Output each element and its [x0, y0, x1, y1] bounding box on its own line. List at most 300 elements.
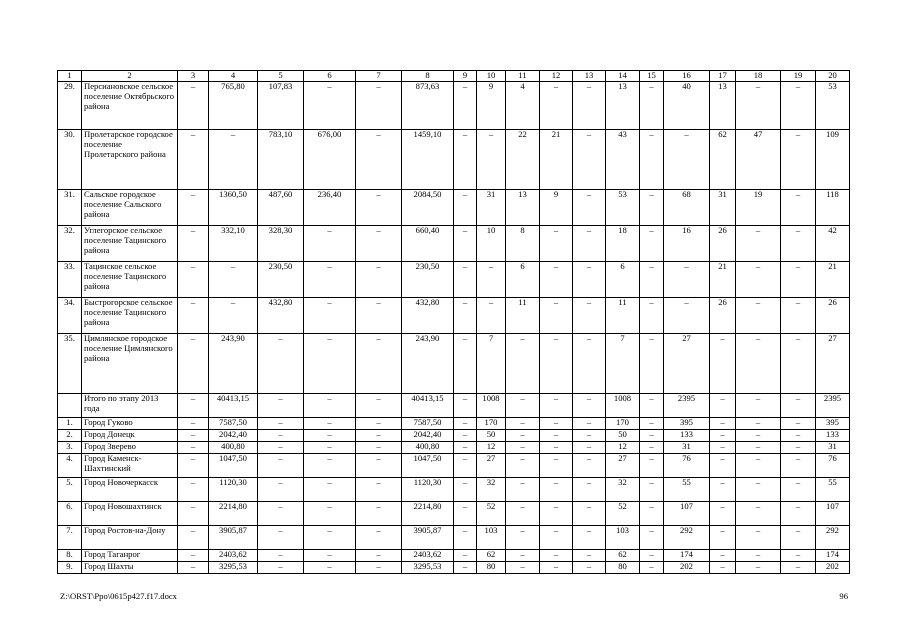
column-number: 3	[178, 71, 209, 82]
table-cell: –	[736, 442, 781, 454]
table-cell: –	[454, 430, 477, 442]
table-cell: –	[454, 190, 477, 226]
table-cell: 76	[664, 454, 710, 478]
table-row	[58, 454, 850, 478]
table-cell: –	[781, 562, 816, 574]
table-cell: –	[178, 226, 209, 262]
table-cell: –	[736, 82, 781, 130]
settlement-name: Город Каменск-Шахтинский	[82, 454, 178, 478]
table-cell: 7	[477, 334, 506, 394]
table-cell: 52	[477, 502, 506, 526]
table-cell: 873,63	[402, 82, 454, 130]
settlement-name: Цимлянское городское поселение Цимлянского района	[82, 334, 178, 394]
row-number: 5.	[58, 478, 82, 502]
table-cell: –	[258, 478, 304, 502]
table-cell: –	[781, 226, 816, 262]
table-cell: –	[781, 298, 816, 334]
column-number: 19	[781, 71, 816, 82]
table-cell: –	[178, 430, 209, 442]
table-cell: 4	[506, 82, 540, 130]
table-cell: –	[178, 502, 209, 526]
table-cell: 432,80	[258, 298, 304, 334]
column-number: 20	[816, 71, 850, 82]
table-cell: –	[710, 502, 736, 526]
row-number: 2.	[58, 430, 82, 442]
table-cell: –	[454, 334, 477, 394]
row-number: 4.	[58, 454, 82, 478]
table-cell: 21	[540, 130, 573, 190]
table-cell: –	[258, 442, 304, 454]
table-cell: –	[710, 334, 736, 394]
table-cell: –	[356, 442, 402, 454]
table-cell: 2214,80	[209, 502, 258, 526]
table-cell: 1459,10	[402, 130, 454, 190]
table-cell: –	[573, 82, 606, 130]
table-cell: –	[304, 526, 356, 550]
table-cell: –	[304, 334, 356, 394]
settlement-name: Пролетарское городское поселение Пролетарского района	[82, 130, 178, 190]
table-cell: –	[304, 394, 356, 418]
table-cell: 2042,40	[209, 430, 258, 442]
table-cell: –	[640, 226, 664, 262]
column-number: 11	[506, 71, 540, 82]
table-cell: –	[781, 430, 816, 442]
table-cell: 236,40	[304, 190, 356, 226]
table-cell: –	[540, 502, 573, 526]
table-row	[58, 502, 850, 526]
table-cell: –	[304, 442, 356, 454]
table-cell: 230,50	[402, 262, 454, 298]
row-number: 31.	[58, 190, 82, 226]
table-cell: –	[178, 454, 209, 478]
table-cell: –	[573, 454, 606, 478]
table-cell: 6	[506, 262, 540, 298]
table-cell: –	[710, 430, 736, 442]
table-cell: 21	[710, 262, 736, 298]
table-row	[58, 442, 850, 454]
column-number-row	[58, 71, 850, 82]
table-cell: –	[640, 430, 664, 442]
table-cell: –	[178, 394, 209, 418]
table-cell: –	[640, 130, 664, 190]
table-row	[58, 562, 850, 574]
table-cell: 243,90	[402, 334, 454, 394]
table-cell: 12	[606, 442, 640, 454]
table-cell: –	[640, 418, 664, 430]
table-cell: 80	[477, 562, 506, 574]
table-cell: –	[178, 418, 209, 430]
column-number: 18	[736, 71, 781, 82]
table-cell: 32	[606, 478, 640, 502]
table-cell: 55	[664, 478, 710, 502]
table-cell: 16	[664, 226, 710, 262]
table-cell: 3295,53	[209, 562, 258, 574]
table-cell: –	[573, 394, 606, 418]
table-cell: –	[781, 550, 816, 562]
table-row	[58, 526, 850, 550]
table-cell: –	[178, 262, 209, 298]
table-cell: –	[573, 418, 606, 430]
table-cell: 18	[606, 226, 640, 262]
table-cell: 31	[710, 190, 736, 226]
table-cell: 6	[606, 262, 640, 298]
table-cell: –	[304, 502, 356, 526]
table-cell: –	[356, 550, 402, 562]
table-cell: 170	[606, 418, 640, 430]
table-cell: –	[356, 82, 402, 130]
table-cell: –	[454, 442, 477, 454]
row-number: 34.	[58, 298, 82, 334]
table-cell: –	[736, 226, 781, 262]
table-row	[58, 298, 850, 334]
table-cell: –	[540, 334, 573, 394]
table-cell: –	[573, 298, 606, 334]
table-cell: –	[356, 418, 402, 430]
table-cell: –	[454, 82, 477, 130]
table-cell: 80	[606, 562, 640, 574]
table-cell: –	[640, 526, 664, 550]
table-cell: –	[304, 262, 356, 298]
table-cell: –	[736, 550, 781, 562]
table-cell: –	[356, 454, 402, 478]
table-row	[58, 130, 850, 190]
table-cell: –	[454, 130, 477, 190]
table-cell: 27	[816, 334, 850, 394]
table-cell: –	[506, 502, 540, 526]
table-cell: –	[258, 562, 304, 574]
table-cell: 26	[710, 298, 736, 334]
table-cell: 21	[816, 262, 850, 298]
table-cell: –	[540, 262, 573, 298]
table-cell: –	[781, 82, 816, 130]
table-cell: –	[573, 334, 606, 394]
table-cell: 3295,53	[402, 562, 454, 574]
column-number: 2	[82, 71, 178, 82]
column-number: 6	[304, 71, 356, 82]
table-cell: –	[304, 478, 356, 502]
table-cell: –	[781, 262, 816, 298]
table-cell: –	[258, 418, 304, 430]
settlement-name: Город Новошахтинск	[82, 502, 178, 526]
table-cell: –	[454, 550, 477, 562]
table-cell: –	[178, 130, 209, 190]
column-number: 8	[402, 71, 454, 82]
column-number: 9	[454, 71, 477, 82]
row-number: 8.	[58, 550, 82, 562]
table-cell: 11	[606, 298, 640, 334]
table-cell: –	[178, 562, 209, 574]
table-cell: 26	[710, 226, 736, 262]
table-cell: 2084,50	[402, 190, 454, 226]
table-cell: 40	[664, 82, 710, 130]
table-cell: –	[540, 562, 573, 574]
table-cell: –	[356, 226, 402, 262]
column-number: 5	[258, 71, 304, 82]
table-cell: –	[736, 298, 781, 334]
table-cell: 7	[606, 334, 640, 394]
table-cell: –	[736, 454, 781, 478]
table-cell: –	[454, 478, 477, 502]
table-cell: 9	[477, 82, 506, 130]
table-cell: –	[454, 262, 477, 298]
table-cell: –	[710, 394, 736, 418]
table-cell: 1047,50	[402, 454, 454, 478]
table-cell: 243,90	[209, 334, 258, 394]
table-cell: 1120,30	[402, 478, 454, 502]
table-cell: –	[640, 562, 664, 574]
table-cell: 2403,62	[402, 550, 454, 562]
table-cell: –	[540, 478, 573, 502]
table-cell: –	[781, 130, 816, 190]
settlement-name: Город Гуково	[82, 418, 178, 430]
table-cell: –	[506, 454, 540, 478]
table-row	[58, 334, 850, 394]
table-cell: 107	[664, 502, 710, 526]
table-cell: –	[710, 526, 736, 550]
table-cell: –	[304, 298, 356, 334]
table-cell: –	[506, 478, 540, 502]
table-cell: 53	[606, 190, 640, 226]
table-cell: –	[781, 526, 816, 550]
table-cell: –	[640, 442, 664, 454]
table-cell: 10	[477, 226, 506, 262]
table-cell: –	[506, 430, 540, 442]
table-cell: 400,80	[209, 442, 258, 454]
table-cell: –	[736, 262, 781, 298]
table-cell: –	[258, 394, 304, 418]
table-cell: 660,40	[402, 226, 454, 262]
table-cell: 40413,15	[209, 394, 258, 418]
table-cell: 133	[816, 430, 850, 442]
table-row	[58, 478, 850, 502]
table-cell: –	[781, 502, 816, 526]
table-cell: 487,60	[258, 190, 304, 226]
table-cell: –	[664, 298, 710, 334]
table-cell: –	[356, 298, 402, 334]
table-cell: –	[640, 334, 664, 394]
table-cell: –	[540, 454, 573, 478]
table-cell: 765,80	[209, 82, 258, 130]
table-cell: 7587,50	[209, 418, 258, 430]
table-cell: –	[540, 394, 573, 418]
table-cell: –	[506, 334, 540, 394]
table-cell: –	[356, 190, 402, 226]
column-number: 7	[356, 71, 402, 82]
table-cell: 12	[477, 442, 506, 454]
table-cell: –	[573, 442, 606, 454]
table-cell: 55	[816, 478, 850, 502]
table-cell: –	[356, 394, 402, 418]
file-path: Z:\ORST\Ppo\0615p427.f17.docx	[60, 591, 177, 601]
table-cell: –	[258, 334, 304, 394]
row-number	[58, 394, 82, 418]
table-cell: –	[506, 442, 540, 454]
table-cell: 783,10	[258, 130, 304, 190]
table-cell: –	[178, 478, 209, 502]
table-cell: –	[573, 562, 606, 574]
table-cell: –	[540, 526, 573, 550]
table-cell: 109	[816, 130, 850, 190]
table-cell: –	[540, 442, 573, 454]
table-cell: –	[573, 190, 606, 226]
table-cell: 62	[606, 550, 640, 562]
table-cell: –	[573, 262, 606, 298]
table-cell: –	[178, 526, 209, 550]
table-cell: –	[454, 502, 477, 526]
table-cell: 395	[664, 418, 710, 430]
table-cell: 103	[606, 526, 640, 550]
table-cell: 62	[710, 130, 736, 190]
column-number: 17	[710, 71, 736, 82]
table-cell: –	[506, 394, 540, 418]
settlement-name: Тацинское сельское поселение Тацинского района	[82, 262, 178, 298]
table-cell: 43	[606, 130, 640, 190]
table-cell: –	[710, 418, 736, 430]
table-cell: –	[304, 454, 356, 478]
table-cell: –	[640, 298, 664, 334]
table-cell: –	[178, 334, 209, 394]
table-cell: –	[356, 262, 402, 298]
table-cell: –	[710, 562, 736, 574]
table-cell: –	[454, 562, 477, 574]
table-cell: –	[710, 478, 736, 502]
table-cell: 13	[506, 190, 540, 226]
table-cell: –	[356, 562, 402, 574]
row-number: 3.	[58, 442, 82, 454]
table-cell: 332,10	[209, 226, 258, 262]
column-number: 12	[540, 71, 573, 82]
table-cell: 292	[816, 526, 850, 550]
table-cell: –	[540, 82, 573, 130]
table-cell: –	[506, 526, 540, 550]
table-cell: –	[454, 394, 477, 418]
table-cell: –	[710, 442, 736, 454]
table-row	[58, 82, 850, 130]
row-number: 6.	[58, 502, 82, 526]
settlement-name: Быстрогорское сельское поселение Тацинского района	[82, 298, 178, 334]
table-cell: 170	[477, 418, 506, 430]
table-cell: –	[506, 550, 540, 562]
column-number: 4	[209, 71, 258, 82]
column-number: 14	[606, 71, 640, 82]
settlement-name: Углегорское сельское поселение Тацинского района	[82, 226, 178, 262]
table-cell: 1120,30	[209, 478, 258, 502]
table-cell: –	[640, 550, 664, 562]
table-cell: 1047,50	[209, 454, 258, 478]
table-cell: –	[178, 550, 209, 562]
table-cell: –	[573, 550, 606, 562]
table-cell: 2395	[664, 394, 710, 418]
column-number: 15	[640, 71, 664, 82]
table-cell: 31	[664, 442, 710, 454]
table-cell: –	[477, 130, 506, 190]
table-cell: –	[304, 562, 356, 574]
table-row	[58, 430, 850, 442]
table-cell: –	[736, 334, 781, 394]
table-cell: –	[477, 298, 506, 334]
table-cell: 19	[736, 190, 781, 226]
table-cell: –	[356, 130, 402, 190]
table-cell: 32	[477, 478, 506, 502]
table-cell: 7587,50	[402, 418, 454, 430]
table-cell: 174	[816, 550, 850, 562]
table-cell: –	[178, 190, 209, 226]
table-cell: 174	[664, 550, 710, 562]
table-cell: 26	[816, 298, 850, 334]
table-cell: 103	[477, 526, 506, 550]
table-cell: –	[736, 478, 781, 502]
table-cell: 2214,80	[402, 502, 454, 526]
table-cell: –	[304, 418, 356, 430]
row-number: 9.	[58, 562, 82, 574]
table-cell: –	[573, 478, 606, 502]
table-cell: –	[477, 262, 506, 298]
table-cell: –	[781, 454, 816, 478]
table-cell: –	[258, 454, 304, 478]
table-cell: –	[506, 562, 540, 574]
table-cell: –	[664, 262, 710, 298]
table-cell: –	[640, 394, 664, 418]
row-number: 29.	[58, 82, 82, 130]
table-cell: –	[304, 430, 356, 442]
table-cell: 107,83	[258, 82, 304, 130]
table-cell: 9	[540, 190, 573, 226]
table-cell: –	[736, 562, 781, 574]
settlement-name: Город Донецк	[82, 430, 178, 442]
table-cell: –	[664, 130, 710, 190]
table-cell: 2042,40	[402, 430, 454, 442]
table-cell: –	[640, 82, 664, 130]
table-cell: 47	[736, 130, 781, 190]
table-row	[58, 190, 850, 226]
table-row	[58, 226, 850, 262]
table-cell: –	[540, 226, 573, 262]
table-cell: 1008	[477, 394, 506, 418]
table-cell: –	[540, 418, 573, 430]
row-number: 33.	[58, 262, 82, 298]
settlement-name: Город Шахты	[82, 562, 178, 574]
table-cell: –	[573, 130, 606, 190]
table-cell: –	[573, 226, 606, 262]
table-cell: –	[209, 130, 258, 190]
table-cell: –	[209, 262, 258, 298]
table-cell: 31	[816, 442, 850, 454]
table-cell: 3905,87	[209, 526, 258, 550]
table-cell: –	[356, 334, 402, 394]
column-number: 10	[477, 71, 506, 82]
table-cell: –	[736, 418, 781, 430]
table-cell: –	[736, 502, 781, 526]
table-cell: –	[178, 298, 209, 334]
table-cell: 1008	[606, 394, 640, 418]
table-cell: –	[640, 478, 664, 502]
table-cell: –	[304, 82, 356, 130]
table-cell: –	[736, 526, 781, 550]
table-row	[58, 394, 850, 418]
table-cell: –	[178, 82, 209, 130]
table-cell: –	[209, 298, 258, 334]
table-cell: 27	[664, 334, 710, 394]
table-cell: 40413,15	[402, 394, 454, 418]
table-cell: –	[781, 334, 816, 394]
table-cell: –	[573, 502, 606, 526]
table-cell: 400,80	[402, 442, 454, 454]
table-cell: 1360,50	[209, 190, 258, 226]
table-cell: –	[454, 226, 477, 262]
table-cell: –	[781, 190, 816, 226]
table-cell: –	[640, 502, 664, 526]
table-cell: –	[540, 430, 573, 442]
